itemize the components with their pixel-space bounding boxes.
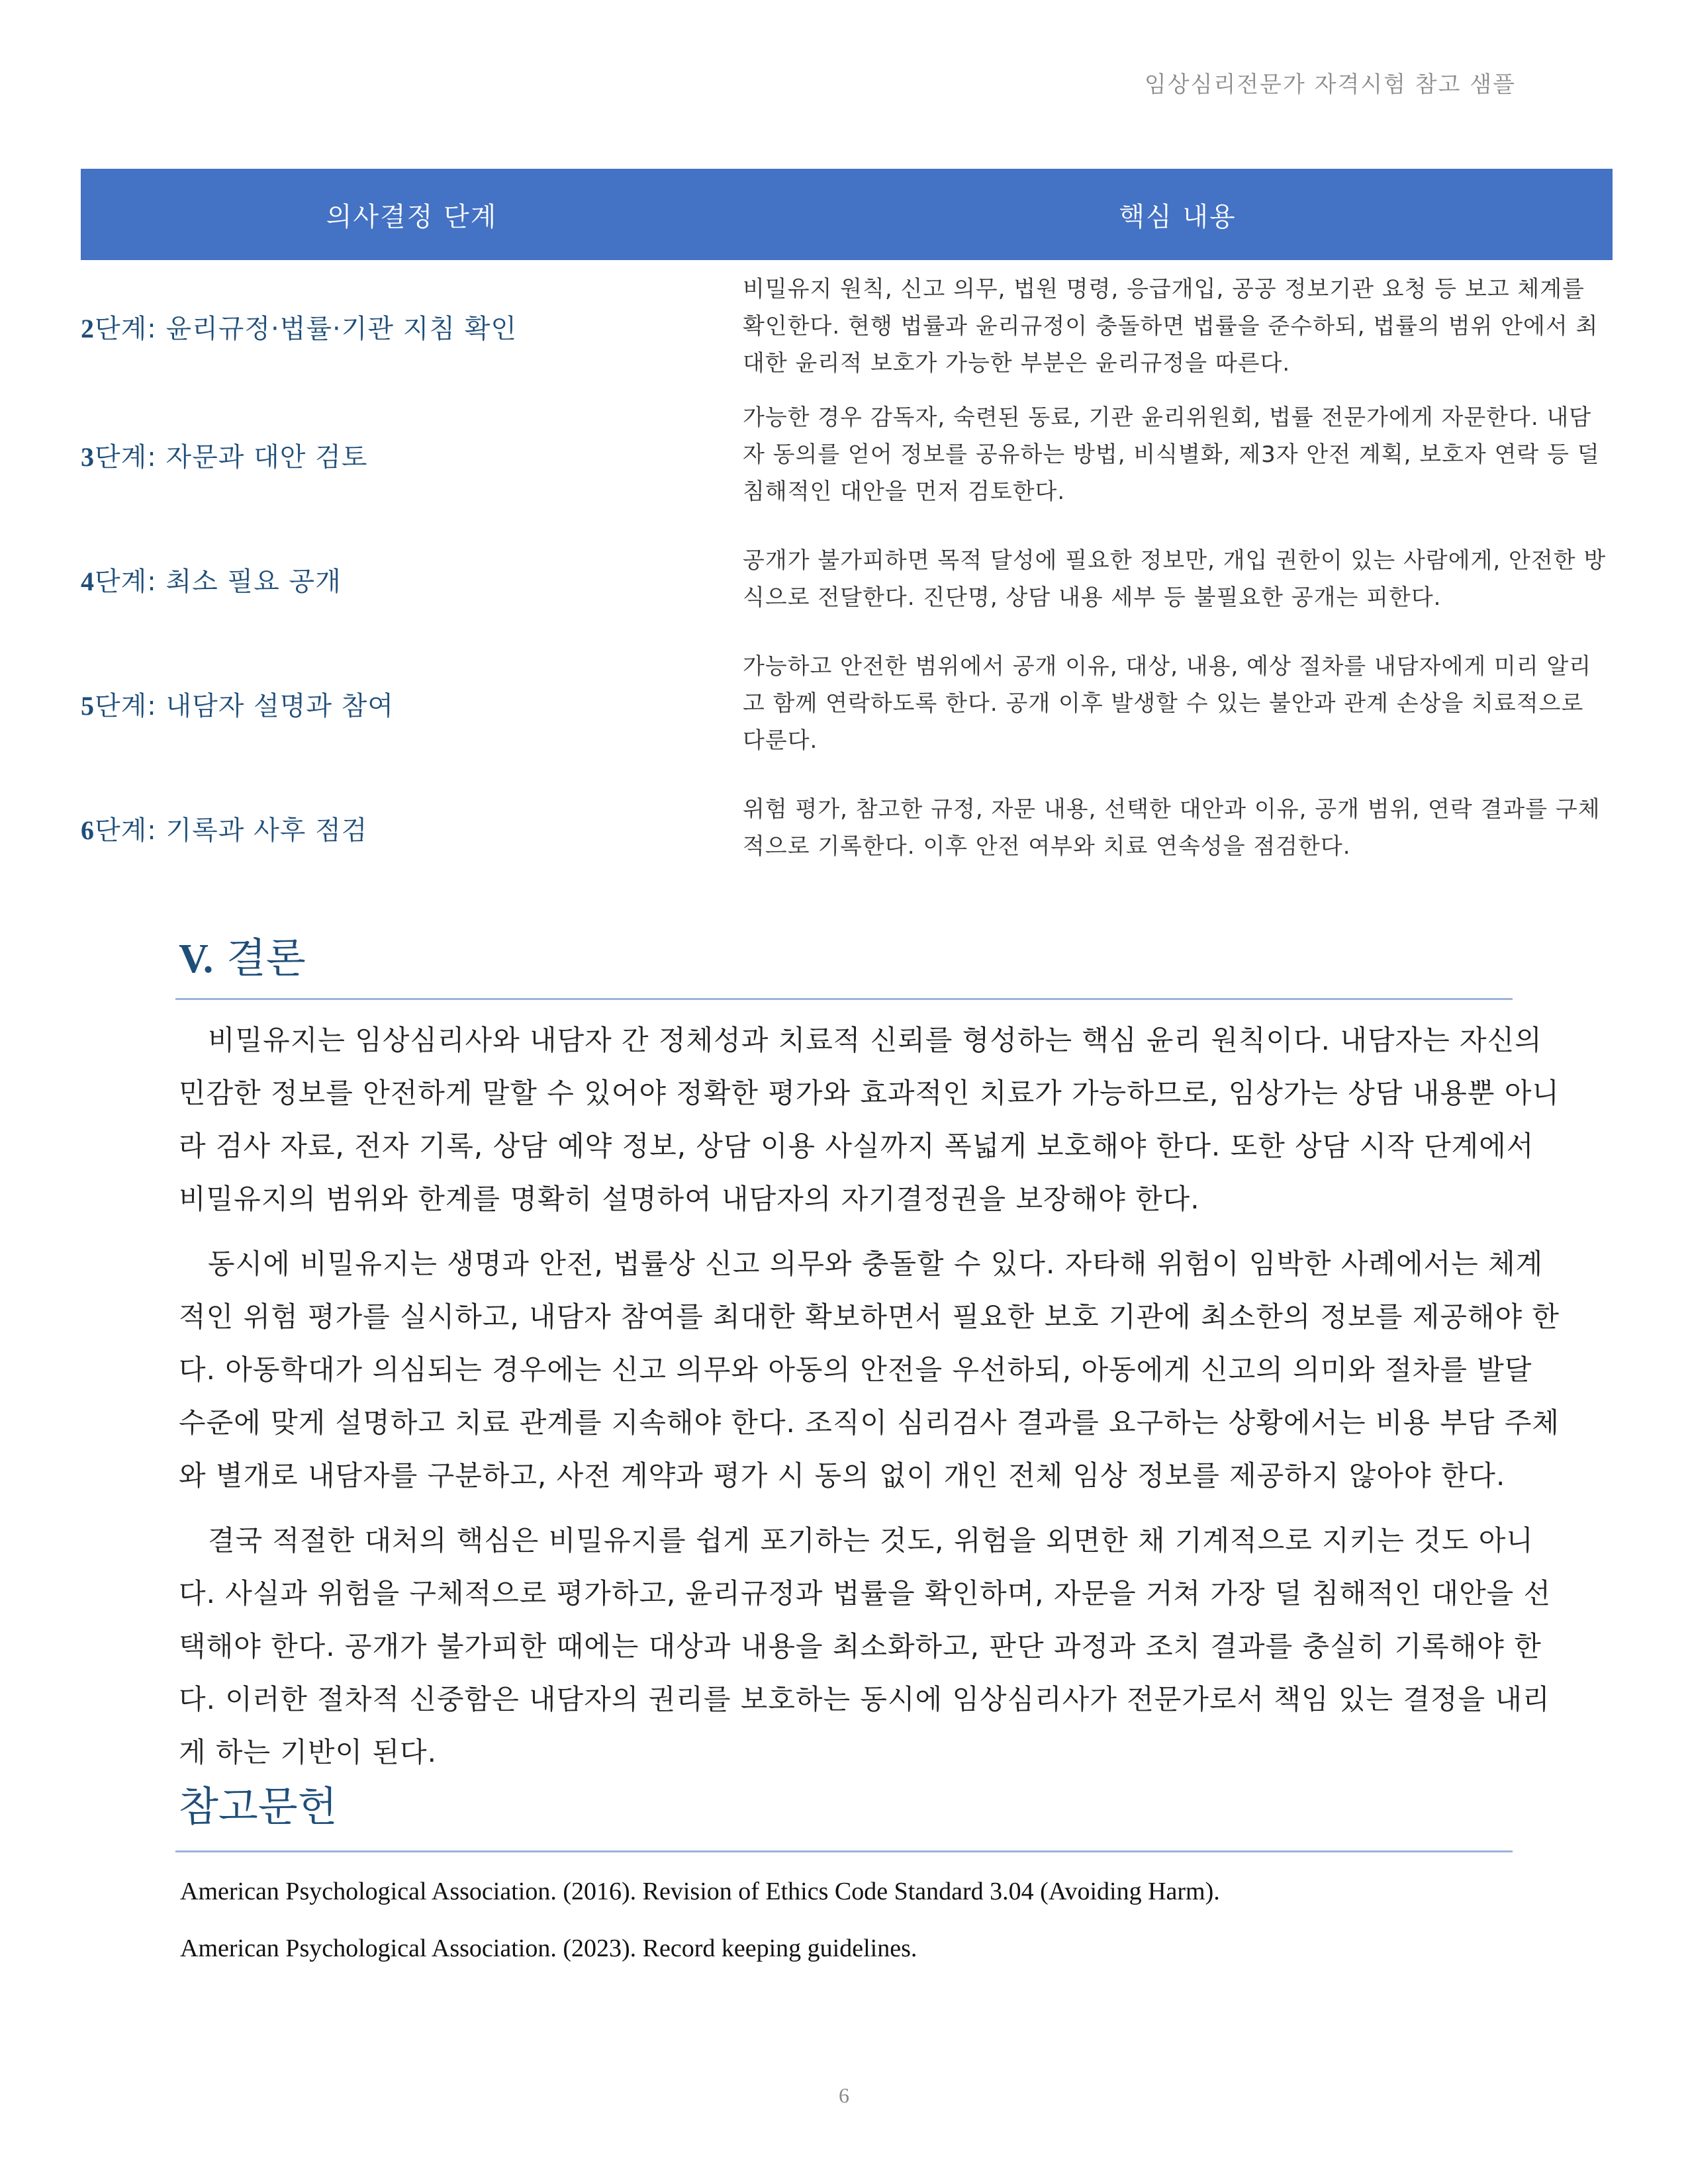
step-number: 3	[81, 441, 95, 472]
step-description: 공개가 불가피하면 목적 달성에 필요한 정보만, 개입 권한이 있는 사람에게, 안전한 방식으로 전달한다. 진단명, 상담 내용 세부 등 불필요한 공개는 피한다.	[743, 547, 1607, 611]
table-row	[81, 641, 1613, 766]
section-number: V.	[179, 936, 214, 981]
step-title: 단계: 기록과 사후 점검	[95, 815, 368, 846]
running-header: 임상심리전문가 자격시험 참고 샘플	[1144, 71, 1516, 98]
decision-steps-table	[81, 169, 1613, 890]
step-number: 2	[81, 313, 95, 343]
column-header-step: 의사결정 단계	[81, 169, 743, 260]
table-row	[81, 392, 1613, 517]
step-label	[81, 260, 743, 392]
conclusion-paragraph: 비밀유지는 임상심리사와 내담자 간 정체성과 치료적 신뢰를 형성하는 핵심 윤리 원칙이다. 내담자는 자신의 민감한 정보를 안전하게 말할 수 있어야 정확한 평가와 효과적인 치료가 가능하므로, 임상가는 상담 내용뿐 아니라 검사 자료, 전자 기록, 상담 예약 정보, 상담 이용 사실까지 폭넓게 보호해야 한다. 또한 상담 시작 단계에서 비밀유지의 범위와 한계를 명확히 설명하여 내담자의 자기결정권을 보장해야 한다.	[179, 1024, 1560, 1215]
step-description: 가능하고 안전한 범위에서 공개 이유, 대상, 내용, 예상 절차를 내담자에게 미리 알리고 함께 연락하도록 한다. 공개 이후 발생할 수 있는 불안과 관계 손상을 치료적으로 다룬다.	[743, 653, 1592, 754]
page-number: 6	[839, 2083, 849, 2107]
step-description: 위험 평가, 참고한 규정, 자문 내용, 선택한 대안과 이유, 공개 범위, 연락 결과를 구체적으로 기록한다. 이후 안전 여부와 치료 연속성을 점검한다.	[743, 796, 1601, 860]
step-label	[81, 766, 743, 890]
conclusion-paragraph: 결국 적절한 대처의 핵심은 비밀유지를 쉽게 포기하는 것도, 위험을 외면한 채 기계적으로 지키는 것도 아니다. 사실과 위험을 구체적으로 평가하고, 윤리규정과 법률을 확인하며, 자문을 거쳐 가장 덜 침해적인 대안을 선택해야 한다. 공개가 불가피한 때에는 대상과 내용을 최소화하고, 판단 과정과 조치 결과를 충실히 기록해야 한다. 이러한 절차적 신중함은 내담자의 권리를 보호하는 동시에 임상심리사가 전문가로서 책임 있는 결정을 내리게 하는 기반이 된다.	[179, 1524, 1552, 1768]
conclusion-body	[179, 1014, 1569, 1791]
references-heading: 참고문헌	[179, 1782, 338, 1831]
conclusion-divider	[175, 998, 1513, 1000]
table-row	[81, 260, 1613, 392]
reference-item: American Psychological Association. (2023). Record keeping guidelines.	[180, 1934, 917, 1962]
step-title: 단계: 윤리규정·법률·기관 지침 확인	[95, 313, 518, 344]
step-title: 단계: 내담자 설명과 참여	[95, 690, 395, 721]
step-title: 단계: 자문과 대안 검토	[95, 441, 368, 473]
references-divider	[175, 1850, 1513, 1852]
step-number: 6	[81, 815, 95, 845]
step-description: 가능한 경우 감독자, 숙련된 동료, 기관 윤리위원회, 법률 전문가에게 자문한다. 내담자 동의를 얻어 정보를 공유하는 방법, 비식별화, 제3자 안전 계획, 보호자 연락 등 덜 침해적인 대안을 먼저 검토한다.	[743, 404, 1600, 505]
step-number: 5	[81, 690, 95, 721]
step-label	[81, 517, 743, 641]
conclusion-heading	[179, 925, 306, 984]
step-description: 비밀유지 원칙, 신고 의무, 법원 명령, 응급개입, 공공 정보기관 요청 등 보고 체계를 확인한다. 현행 법률과 윤리규정이 충돌하면 법률을 준수하되, 법률의 범위 안에서 최대한 윤리적 보호가 가능한 부분은 윤리규정을 따른다.	[743, 276, 1599, 377]
column-header-content: 핵심 내용	[743, 169, 1613, 260]
step-number: 4	[81, 566, 95, 596]
table-row	[81, 517, 1613, 641]
section-title: 결론	[226, 934, 306, 982]
step-title: 단계: 최소 필요 공개	[95, 566, 342, 597]
references-list	[180, 1877, 1570, 1991]
reference-item: American Psychological Association. (2016). Revision of Ethics Code Standard 3.04 (Avoiding Harm).	[180, 1878, 1220, 1905]
step-label	[81, 641, 743, 766]
step-label	[81, 392, 743, 517]
table-header-row	[81, 169, 1613, 260]
conclusion-paragraph: 동시에 비밀유지는 생명과 안전, 법률상 신고 의무와 충돌할 수 있다. 자타해 위험이 임박한 사례에서는 체계적인 위험 평가를 실시하고, 내담자 참여를 최대한 확보하면서 필요한 보호 기관에 최소한의 정보를 제공해야 한다. 아동학대가 의심되는 경우에는 신고 의무와 아동의 안전을 우선하되, 아동에게 신고의 의미와 절차를 발달 수준에 맞게 설명하고 치료 관계를 지속해야 한다. 조직이 심리검사 결과를 요구하는 상황에서는 비용 부담 주체와 별개로 내담자를 구분하고, 사전 계약과 평가 시 동의 없이 개인 전체 임상 정보를 제공하지 않아야 한다.	[179, 1248, 1560, 1492]
table-row	[81, 766, 1613, 890]
